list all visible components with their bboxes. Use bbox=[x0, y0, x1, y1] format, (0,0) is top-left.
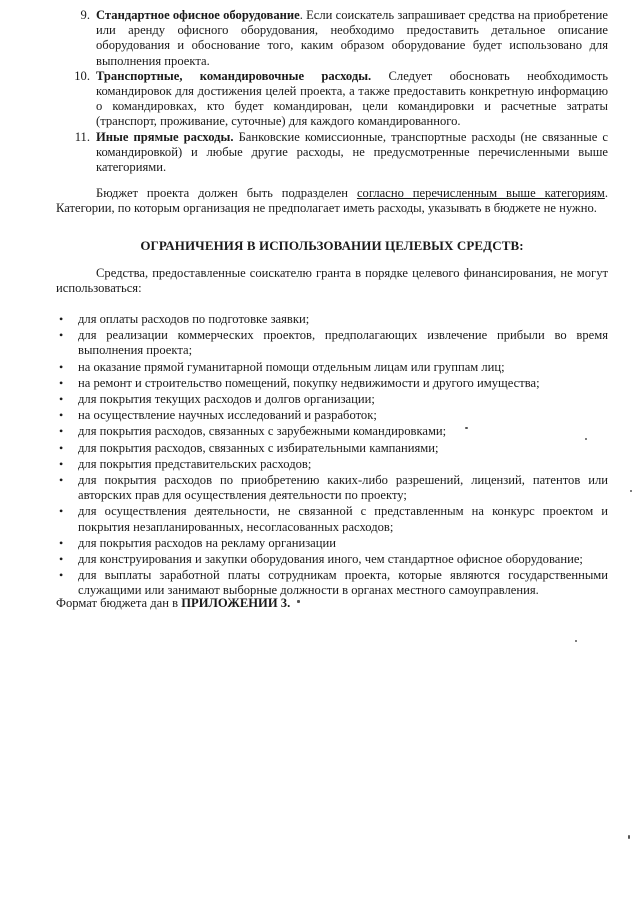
list-item bbox=[56, 457, 608, 472]
restriction-text: для покрытия расходов, связанных с зарубежными командировками; bbox=[78, 424, 447, 439]
item-text: Следует обосновать необходимость командировок для достижения целей проекта, а также предоставить конкретную информацию о командировках, кто будет командирован, цели командировки и расчетные затраты (транспорт, проживание, суточные) для каждого командированного. bbox=[96, 68, 608, 129]
scan-speck bbox=[630, 490, 632, 492]
budget-format-note bbox=[56, 596, 290, 611]
bullet-icon: • bbox=[59, 375, 64, 390]
budget-note-before: Бюджет проекта должен быть подразделен bbox=[96, 186, 357, 200]
format-text: Формат бюджета дан в bbox=[56, 596, 182, 610]
bullet-icon: • bbox=[59, 424, 64, 439]
bullet-icon: • bbox=[59, 473, 64, 488]
list-item bbox=[56, 473, 608, 503]
bullet-icon: • bbox=[59, 504, 64, 519]
restriction-text: для реализации коммерческих проектов, предполагающих извлечение прибыли во время выполнения проекта; bbox=[78, 328, 608, 358]
bullet-icon: • bbox=[59, 312, 64, 326]
restriction-text: на осуществление научных исследований и разработок; bbox=[78, 408, 377, 423]
item-text: Банковские комиссионные, транспортные расходы (не связанные с командировкой) и любые другие расходы, не предусмотренные перечисленными выше категориями. bbox=[96, 129, 608, 175]
restriction-text: на оказание прямой гуманитарной помощи отдельным лицам или группам лиц; bbox=[78, 359, 505, 374]
restriction-text: для конструирования и закупки оборудования иного, чем стандартное офисное оборудование; bbox=[78, 552, 583, 567]
restriction-text: на ремонт и строительство помещений, покупку недвижимости и другого имущества; bbox=[78, 375, 540, 390]
scan-speck bbox=[465, 427, 468, 429]
scan-speck bbox=[628, 835, 630, 839]
list-item bbox=[56, 504, 608, 534]
list-item bbox=[56, 536, 608, 551]
list-item bbox=[56, 360, 608, 375]
item-title: Стандартное офисное оборудование bbox=[96, 8, 300, 22]
list-item bbox=[60, 69, 608, 130]
budget-categories-list bbox=[60, 8, 608, 175]
bullet-icon: • bbox=[59, 535, 64, 550]
bullet-icon: • bbox=[59, 552, 64, 567]
list-item bbox=[60, 130, 608, 176]
budget-note-underlined: согласно перечисленным выше категориям bbox=[356, 186, 605, 200]
restriction-text: для покрытия расходов по приобретению каких-либо разрешений, лицензий, патентов или авторских прав для осуществления деятельности по проекту; bbox=[78, 473, 608, 503]
intro-text: Средства, предоставленные соискателю гранта в порядке целевого финансирования, не могут использоваться: bbox=[56, 266, 608, 296]
bullet-icon: • bbox=[59, 456, 64, 471]
scan-speck bbox=[575, 640, 577, 642]
budget-note bbox=[56, 186, 608, 216]
list-item bbox=[56, 441, 608, 456]
bullet-icon: • bbox=[59, 440, 64, 455]
list-item bbox=[56, 392, 608, 407]
item-number: 11. bbox=[74, 129, 90, 144]
bullet-icon: • bbox=[59, 328, 64, 343]
bullet-icon: • bbox=[59, 568, 64, 583]
restriction-text: для оплаты расходов по подготовке заявки; bbox=[78, 312, 310, 326]
scan-speck bbox=[297, 600, 300, 603]
item-title: Иные прямые расходы. bbox=[96, 129, 234, 144]
bullet-icon: • bbox=[59, 408, 64, 423]
bullet-icon: • bbox=[59, 359, 64, 374]
bullet-icon: • bbox=[59, 392, 64, 407]
list-item bbox=[56, 408, 608, 423]
intro-paragraph bbox=[56, 266, 608, 296]
list-item bbox=[56, 376, 608, 391]
list-item bbox=[56, 568, 608, 598]
list-item bbox=[56, 312, 608, 327]
appendix-reference: ПРИЛОЖЕНИИ 3. bbox=[181, 596, 291, 610]
item-number: 10. bbox=[74, 68, 90, 83]
scan-speck bbox=[585, 438, 587, 440]
list-item bbox=[56, 552, 608, 567]
item-title: Транспортные, командировочные расходы. bbox=[96, 68, 372, 83]
list-item bbox=[56, 328, 608, 358]
list-item bbox=[60, 8, 608, 69]
restriction-text: для покрытия текущих расходов и долгов организации; bbox=[78, 392, 375, 407]
item-text: . Если соискатель запрашивает средства на приобретение или аренду офисного оборудования, необходимо предоставить детальное описание оборудования и обоснование того, каким образом оборудование будет использовано для выполнения проекта. bbox=[96, 8, 608, 68]
restriction-text: для выплаты заработной платы сотрудникам проекта, которые являются государственными служащими или занимают выборные должности в органах местного самоуправления. bbox=[78, 568, 608, 598]
list-item bbox=[56, 424, 608, 439]
budget-note-after: . Категории, по которым организация не предполагает иметь расходы, указывать в бюджете не нужно. bbox=[56, 186, 608, 216]
restrictions-list bbox=[56, 312, 608, 600]
restriction-text: для осуществления деятельности, не связанной с представленным на конкурс проектом и покрытия незапланированных, несогласованных расходов; bbox=[78, 504, 608, 534]
item-number: 9. bbox=[80, 8, 90, 22]
restriction-text: для покрытия расходов на рекламу организации bbox=[78, 535, 336, 550]
section-heading: ОГРАНИЧЕНИЯ В ИСПОЛЬЗОВАНИИ ЦЕЛЕВЫХ СРЕДСТВ: bbox=[140, 238, 524, 253]
restriction-text: для покрытия расходов, связанных с избирательными кампаниями; bbox=[78, 440, 439, 455]
restriction-text: для покрытия представительских расходов; bbox=[78, 456, 312, 471]
